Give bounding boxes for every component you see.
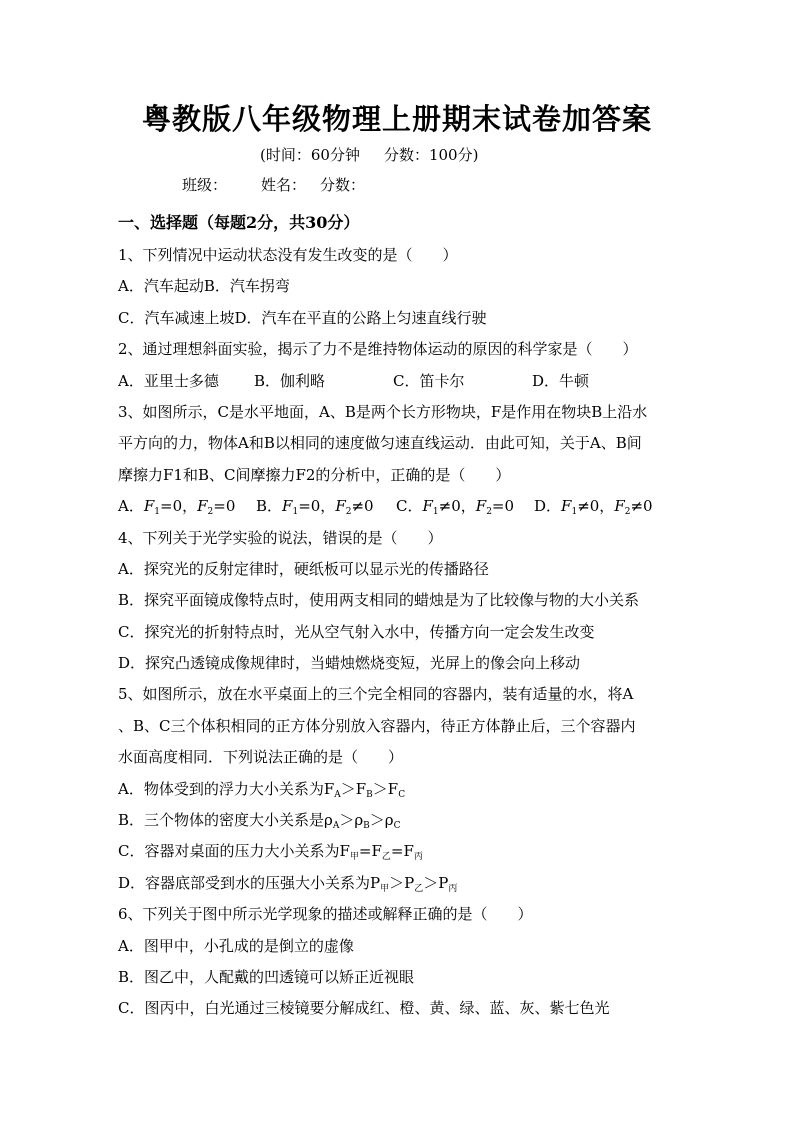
exam-meta	[260, 144, 478, 165]
total-score: 分数：100分)	[383, 146, 479, 164]
question-1-options-ab: A．汽车起动B．汽车拐弯	[118, 277, 290, 296]
question-3-stem-line-2: 平方向的力，物体A和B以相同的速度做匀速直线运动．由此可知，关于A、B间	[118, 434, 642, 453]
question-4-stem: 4、下列关于光学实验的说法，错误的是（ ）	[118, 528, 443, 547]
question-2-options	[118, 366, 678, 397]
question-3-stem-line-3: 摩擦力F1和B、C间摩擦力F2的分析中，正确的是（ ）	[118, 465, 511, 484]
question-6-stem: 6、下列关于图中所示光学现象的描述或解释正确的是（ ）	[118, 905, 533, 924]
option-c: C．$F_1\ne 0$，$F_2=0$	[396, 497, 515, 518]
question-1-options-cd: C．汽车减速上坡D．汽车在平直的公路上匀速直线行驶	[118, 308, 487, 327]
question-3-stem-line-1: 3、如图所示，C是水平地面，A、B是两个长方形物块，F是作用在物块B上沿水	[118, 402, 648, 421]
question-2-stem: 2、通过理想斜面实验，揭示了力不是维持物体运动的原因的科学家是（ ）	[118, 340, 638, 359]
questions	[118, 240, 678, 1025]
option-c: C．笛卡尔	[393, 371, 465, 390]
class-label: 班级：	[182, 176, 228, 194]
page-title: 粤教版八年级物理上册期末试卷加答案	[141, 102, 652, 136]
question-3-options	[118, 491, 678, 522]
question-5-stem-line-2: 、B、C三个体积相同的正方体分别放入容器内，待正方体静止后，三个容器内	[118, 716, 636, 735]
question-5-stem-line-3: 水面高度相同．下列说法正确的是（ ）	[118, 748, 404, 767]
question-5-option-d: D．容器底部受到水的压强大小关系为$P_甲>P_乙>P_丙$	[118, 873, 458, 894]
student-info	[182, 174, 379, 195]
question-6-option-c: C．图丙中，白光通过三棱镜要分解成红、橙、黄、绿、蓝、灰、紫七色光	[118, 999, 610, 1018]
option-b: B．伽利略	[254, 371, 326, 390]
question-1-stem: 1、下列情况中运动状态没有发生改变的是（ ）	[118, 246, 458, 264]
option-b: B．$F_1=0$，$F_2\ne 0$	[256, 497, 374, 518]
option-d: D．$F_1\ne 0$，$F_2\ne 0$	[534, 497, 653, 518]
score-label: 分数：	[320, 176, 366, 194]
question-5-option-b: B．三个物体的密度大小关系是$\rho_A>\rho_B>\rho_C$	[118, 811, 401, 832]
question-5-option-c: C．容器对桌面的压力大小关系为$F_甲=F_乙=F_丙$	[118, 842, 423, 863]
time-limit: (时间：60分钟	[260, 146, 360, 164]
question-6-option-b: B．图乙中，人配戴的凹透镜可以矫正近视眼	[118, 967, 415, 986]
option-d: D．牛顿	[532, 371, 590, 390]
question-4-option-d: D．探究凸透镜成像规律时，当蜡烛燃烧变短，光屏上的像会向上移动	[118, 654, 581, 673]
question-4-option-a: A．探究光的反射定律时，硬纸板可以显示光的传播路径	[118, 559, 489, 578]
name-label: 姓名：	[261, 176, 307, 194]
question-4-option-c: C．探究光的折射特点时，光从空气射入水中，传播方向一定会发生改变	[118, 622, 595, 641]
question-6-option-a: A．图甲中，小孔成的是倒立的虚像	[118, 936, 354, 955]
option-a: A．亚里士多德	[118, 371, 219, 390]
option-a: A．$F_1=0$，$F_2=0$	[118, 497, 236, 518]
question-5-option-a: A．物体受到的浮力大小关系为$F_A>F_B>F_C$	[118, 779, 406, 800]
question-4-option-b: B．探究平面镜成像特点时，使用两支相同的蜡烛是为了比较像与物的大小关系	[118, 591, 640, 610]
question-5-stem-line-1: 5、如图所示，放在水平桌面上的三个完全相同的容器内，装有适量的水，将A	[118, 685, 634, 704]
section-heading: 一、选择题（每题2分，共30分）	[118, 213, 360, 232]
